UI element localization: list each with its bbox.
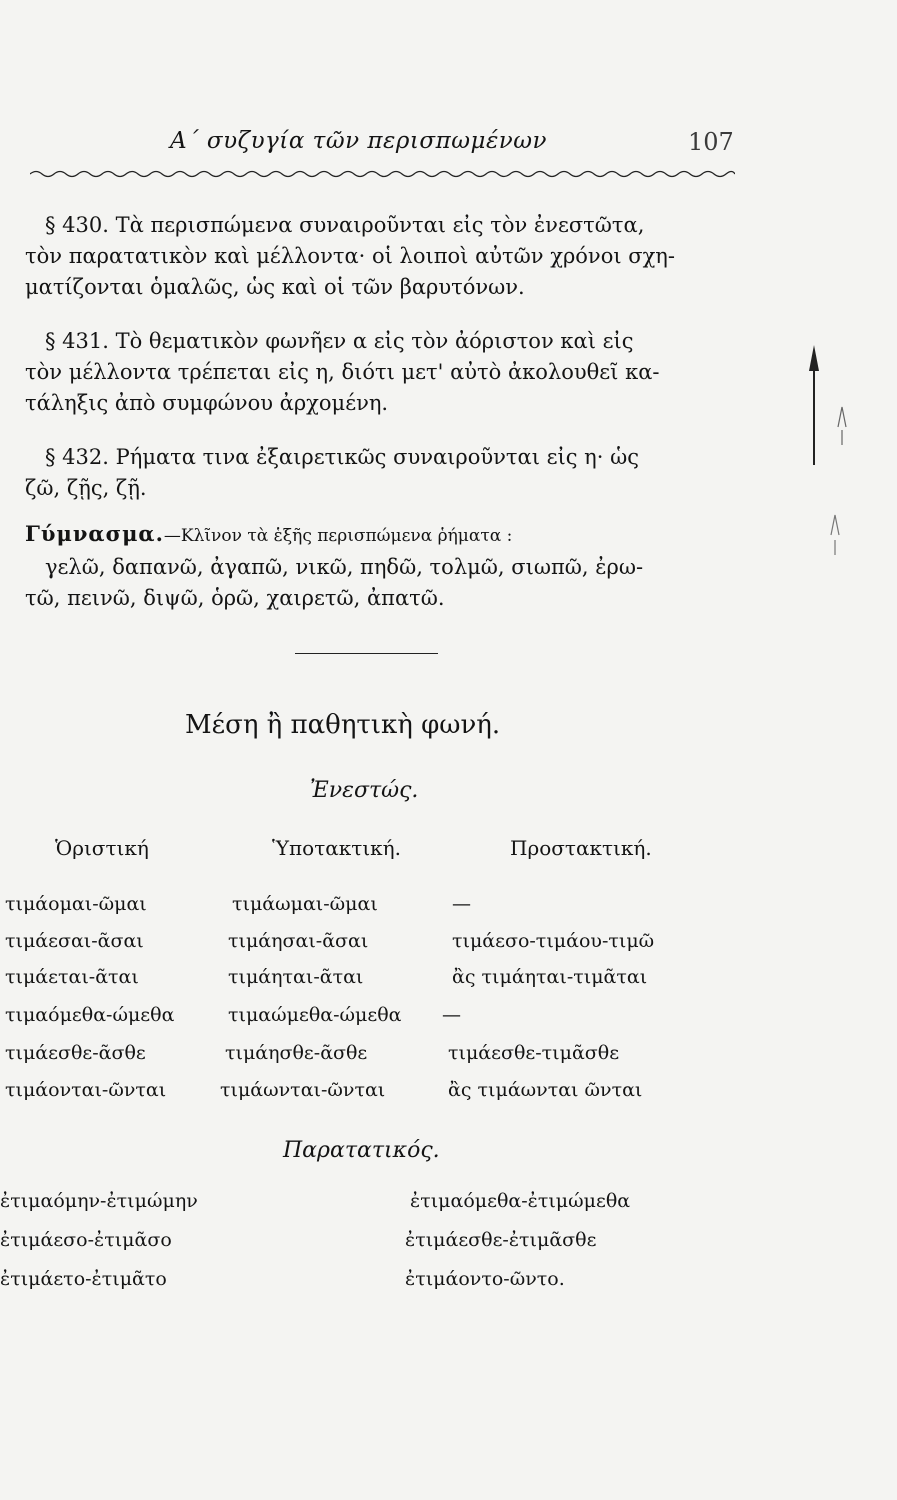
table-cell: τιμάωμαι-ῶμαι — [232, 893, 378, 915]
table-cell: ἐτιμάετο-ἐτιμᾶτο — [0, 1268, 167, 1290]
text-line: γελῶ, δαπανῶ, ἀγαπῶ, νικῶ, πηδῶ, τολμῶ, σιωπῶ, ἐρω- — [45, 555, 644, 579]
table-cell: τιμάεσθε-τιμᾶσθε — [448, 1042, 620, 1064]
table-cell: τιμάηται-ᾶται — [228, 966, 364, 988]
table-cell: τιμάεσθε-ᾶσθε — [5, 1042, 146, 1064]
col-head-subjunctive: Ὑποτακτική. — [272, 836, 402, 860]
table-cell: τιμάωνται-ῶνται — [220, 1079, 386, 1101]
text-line: § 430. Τὰ περισπώμενα συναιροῦνται εἰς τὸν ἐνεστῶτα, — [45, 213, 645, 237]
text-line: τῶ, πεινῶ, διψῶ, ὁρῶ, χαιρετῶ, ἀπατῶ. — [25, 586, 445, 610]
table-cell: ἐτιμάοντο-ῶντο. — [405, 1268, 565, 1290]
table-cell: ἐτιμάεσθε-ἐτιμᾶσθε — [405, 1229, 597, 1251]
table-cell: ἂς τιμάηται-τιμᾶται — [452, 966, 648, 988]
table-cell: τιμάησαι-ᾶσαι — [228, 930, 369, 952]
table-cell: τιμαώμεθα-ώμεθα — [228, 1004, 402, 1026]
table-cell: τιμαόμεθα-ώμεθα — [5, 1004, 175, 1026]
margin-arrow-marks — [800, 335, 860, 565]
text-line: ζῶ, ζῇς, ζῇ. — [25, 476, 147, 500]
imperfect-tense-label: Παρατατικός. — [283, 1138, 440, 1163]
text-line: § 431. Τὸ θεματικὸν φωνῆεν α εἰς τὸν ἀόριστον καὶ εἰς — [45, 329, 634, 353]
exercise-instruction: —Κλῖνον τὰ ἑξῆς περισπώμενα ῥήματα : — [163, 526, 513, 546]
table-cell: ἂς τιμάωνται ῶνται — [448, 1079, 643, 1101]
table-cell: τιμάεσο-τιμάου-τιμῶ — [452, 930, 655, 952]
table-cell: — — [442, 1004, 461, 1026]
paragraph-432 — [25, 442, 760, 504]
section-title: Μέση ἢ παθητικὴ φωνή. — [185, 710, 501, 740]
table-cell: τιμάονται-ῶνται — [5, 1079, 167, 1101]
table-cell: — — [452, 893, 471, 915]
present-tense-label: Ἐνεστώς. — [310, 778, 419, 803]
text-line: § 432. Ρήματα τινα ἐξαιρετικῶς συναιροῦνται εἰς η· ὡς — [45, 445, 639, 469]
section-separator — [295, 653, 438, 654]
text-line: τὸν παρατατικὸν καὶ μέλλοντα· οἱ λοιποὶ αὐτῶν χρόνοι σχη- — [25, 244, 675, 268]
table-cell: τιμάεσαι-ᾶσαι — [5, 930, 144, 952]
text-line: τάληξις ἀπὸ συμφώνου ἀρχομένη. — [25, 391, 389, 415]
paragraph-430 — [25, 210, 760, 303]
table-cell: τιμάησθε-ᾶσθε — [225, 1042, 368, 1064]
page-number: 107 — [688, 128, 734, 156]
running-header-title: Α΄ συζυγία τῶν περισπωμένων — [170, 128, 548, 154]
header-wavy-rule — [30, 168, 735, 180]
table-cell: τιμάεται-ᾶται — [5, 966, 139, 988]
exercise-title: Γύμνασμα. — [25, 521, 164, 546]
col-head-indicative: Ὁριστική — [55, 836, 149, 860]
table-cell: ἐτιμαόμεθα-ἐτιμώμεθα — [410, 1190, 631, 1212]
text-line: τὸν μέλλοντα τρέπεται εἰς η, διότι μετ' αὐτὸ ἀκολουθεῖ κα- — [25, 360, 660, 384]
col-head-imperative: Προστακτική. — [510, 836, 652, 860]
table-cell: τιμάομαι-ῶμαι — [5, 893, 147, 915]
text-line: ματίζονται ὁμαλῶς, ὡς καὶ οἱ τῶν βαρυτόνων. — [25, 275, 525, 299]
exercise-block — [25, 518, 760, 614]
table-cell: ἐτιμάεσο-ἐτιμᾶσο — [0, 1229, 172, 1251]
paragraph-431 — [25, 326, 760, 419]
table-cell: ἐτιμαόμην-ἐτιμώμην — [0, 1190, 198, 1212]
